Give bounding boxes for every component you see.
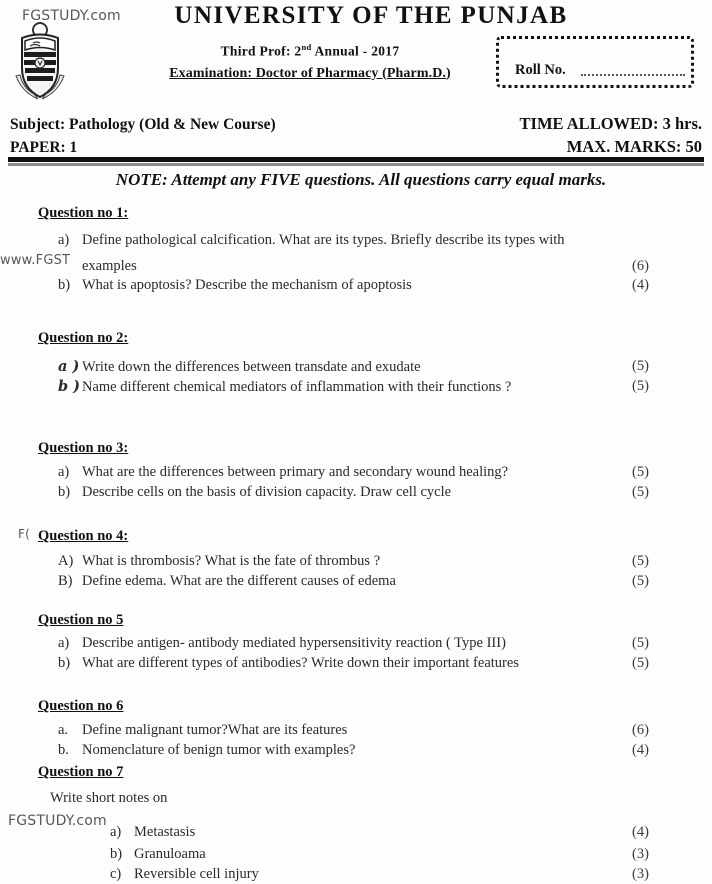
roll-no-label: Roll No. xyxy=(515,62,566,78)
question-heading: Question no 2: xyxy=(38,330,129,346)
question-item-marks: (5) xyxy=(632,484,649,500)
question-item-text: Describe cells on the basis of division capacity. Draw cell cycle xyxy=(82,484,452,500)
question-heading: Question no 4: xyxy=(38,528,129,544)
roll-no-fill-line[interactable] xyxy=(581,74,685,76)
exam-session-line xyxy=(120,42,500,60)
question-heading: Question no 7 xyxy=(38,764,124,780)
question-item xyxy=(58,484,451,501)
question-item-marks: (5) xyxy=(632,635,649,651)
question-item-label: b) xyxy=(58,484,71,500)
question-heading: Question no 6 xyxy=(38,698,124,714)
question-item xyxy=(58,722,347,739)
question-item-text: Granuloama xyxy=(134,846,206,862)
question-item xyxy=(58,655,519,672)
question-item-text: What are the differences between primary and secondary wound healing? xyxy=(82,464,509,480)
roll-no-box[interactable] xyxy=(496,36,694,88)
question-item-marks: (5) xyxy=(632,358,649,374)
question-item-marks: (4) xyxy=(632,277,649,293)
exam-session-prefix: Third Prof: 2 xyxy=(220,43,302,59)
question-item-marks: (5) xyxy=(632,573,649,589)
question-item-marks: (5) xyxy=(632,553,649,569)
exam-session-ordinal: nd xyxy=(301,42,312,52)
question-item-label: A) xyxy=(58,553,74,569)
question-item xyxy=(58,742,355,759)
question-item xyxy=(110,846,206,863)
question-item-label: a) xyxy=(58,464,70,480)
question-item-label: a) xyxy=(110,824,122,840)
instructions-note: NOTE: Attempt any FIVE questions. All questions carry equal marks. xyxy=(115,170,607,189)
question-item-continuation: examples xyxy=(82,258,137,274)
question-item-marks: (6) xyxy=(632,722,649,738)
question-item-text: Define pathological calcification. What are its types. Briefly describe its types with xyxy=(82,232,565,248)
question-item xyxy=(58,277,412,294)
question-item-label: c) xyxy=(110,866,122,882)
max-marks-label: MAX. MARKS: 50 xyxy=(566,137,702,156)
question-item xyxy=(58,553,380,570)
question-item-marks: (3) xyxy=(632,846,649,862)
question-item-label: a) xyxy=(58,635,70,651)
question-item-text: What is thrombosis? What is the fate of thrombus ? xyxy=(82,553,381,569)
watermark-middle-2: F( xyxy=(18,527,30,541)
watermark-top: FGSTUDY.com xyxy=(22,8,121,24)
question-item-label: b) xyxy=(58,277,71,293)
question-item-text: Metastasis xyxy=(134,824,196,840)
question-item-text: What are different types of antibodies? Write down their important features xyxy=(82,655,519,671)
question-item-label: a. xyxy=(58,722,69,738)
question-item-label: b. xyxy=(58,742,69,758)
watermark-middle: www.FGST xyxy=(0,253,71,268)
question-item-label: B) xyxy=(58,573,73,589)
question-item-label: b ) xyxy=(58,378,81,395)
question-item xyxy=(58,573,396,590)
question-item-label: a) xyxy=(58,232,70,248)
question-item xyxy=(110,824,195,841)
exam-session-suffix: Annual - 2017 xyxy=(311,43,400,59)
header-divider-thin xyxy=(8,163,704,166)
question-item xyxy=(58,464,508,481)
question-intro: Write short notes on xyxy=(50,790,168,806)
question-item-text: Reversible cell injury xyxy=(134,866,259,882)
question-item-label: a ) xyxy=(58,358,80,375)
header-divider-thick xyxy=(8,157,704,162)
question-item-marks: (5) xyxy=(632,464,649,480)
question-item-text: Describe antigen- antibody mediated hypersensitivity reaction ( Type III) xyxy=(82,635,506,651)
question-item-marks: (4) xyxy=(632,824,649,840)
question-item-text: Name different chemical mediators of inflammation with their functions ? xyxy=(82,379,512,395)
question-heading: Question no 1: xyxy=(38,205,129,221)
question-item-text: What is apoptosis? Describe the mechanism of apoptosis xyxy=(82,277,412,293)
question-item-label: b) xyxy=(58,655,71,671)
watermark-bottom: FGSTUDY.com xyxy=(8,813,107,829)
university-title: UNIVERSITY OF THE PUNJAB xyxy=(174,2,568,29)
question-item xyxy=(58,635,506,652)
question-item-marks: (4) xyxy=(632,742,649,758)
subject-label: Subject: Pathology (Old & New Course) xyxy=(10,116,276,133)
question-item-text: Write down the differences between transdate and exudate xyxy=(82,359,421,375)
university-crest-icon xyxy=(12,22,68,100)
examination-line: Examination: Doctor of Pharmacy (Pharm.D.) xyxy=(169,65,451,81)
question-item xyxy=(58,378,511,396)
paper-label: PAPER: 1 xyxy=(10,139,78,156)
question-item-marks: (6) xyxy=(632,258,649,274)
question-item-text: Define malignant tumor?What are its features xyxy=(82,722,348,738)
question-item-label: b) xyxy=(110,846,123,862)
exam-session-block xyxy=(120,42,500,82)
question-item xyxy=(110,866,259,883)
question-item xyxy=(58,358,421,376)
question-item-marks: (3) xyxy=(632,866,649,882)
time-allowed-label: TIME ALLOWED: 3 hrs. xyxy=(519,114,702,133)
question-item-marks: (5) xyxy=(632,655,649,671)
question-item-text: Define edema. What are the different causes of edema xyxy=(82,573,396,589)
question-item-text: Nomenclature of benign tumor with examples? xyxy=(82,742,356,758)
question-heading: Question no 5 xyxy=(38,612,124,628)
question-heading: Question no 3: xyxy=(38,440,129,456)
question-item xyxy=(58,232,565,249)
question-item-marks: (5) xyxy=(632,378,649,394)
